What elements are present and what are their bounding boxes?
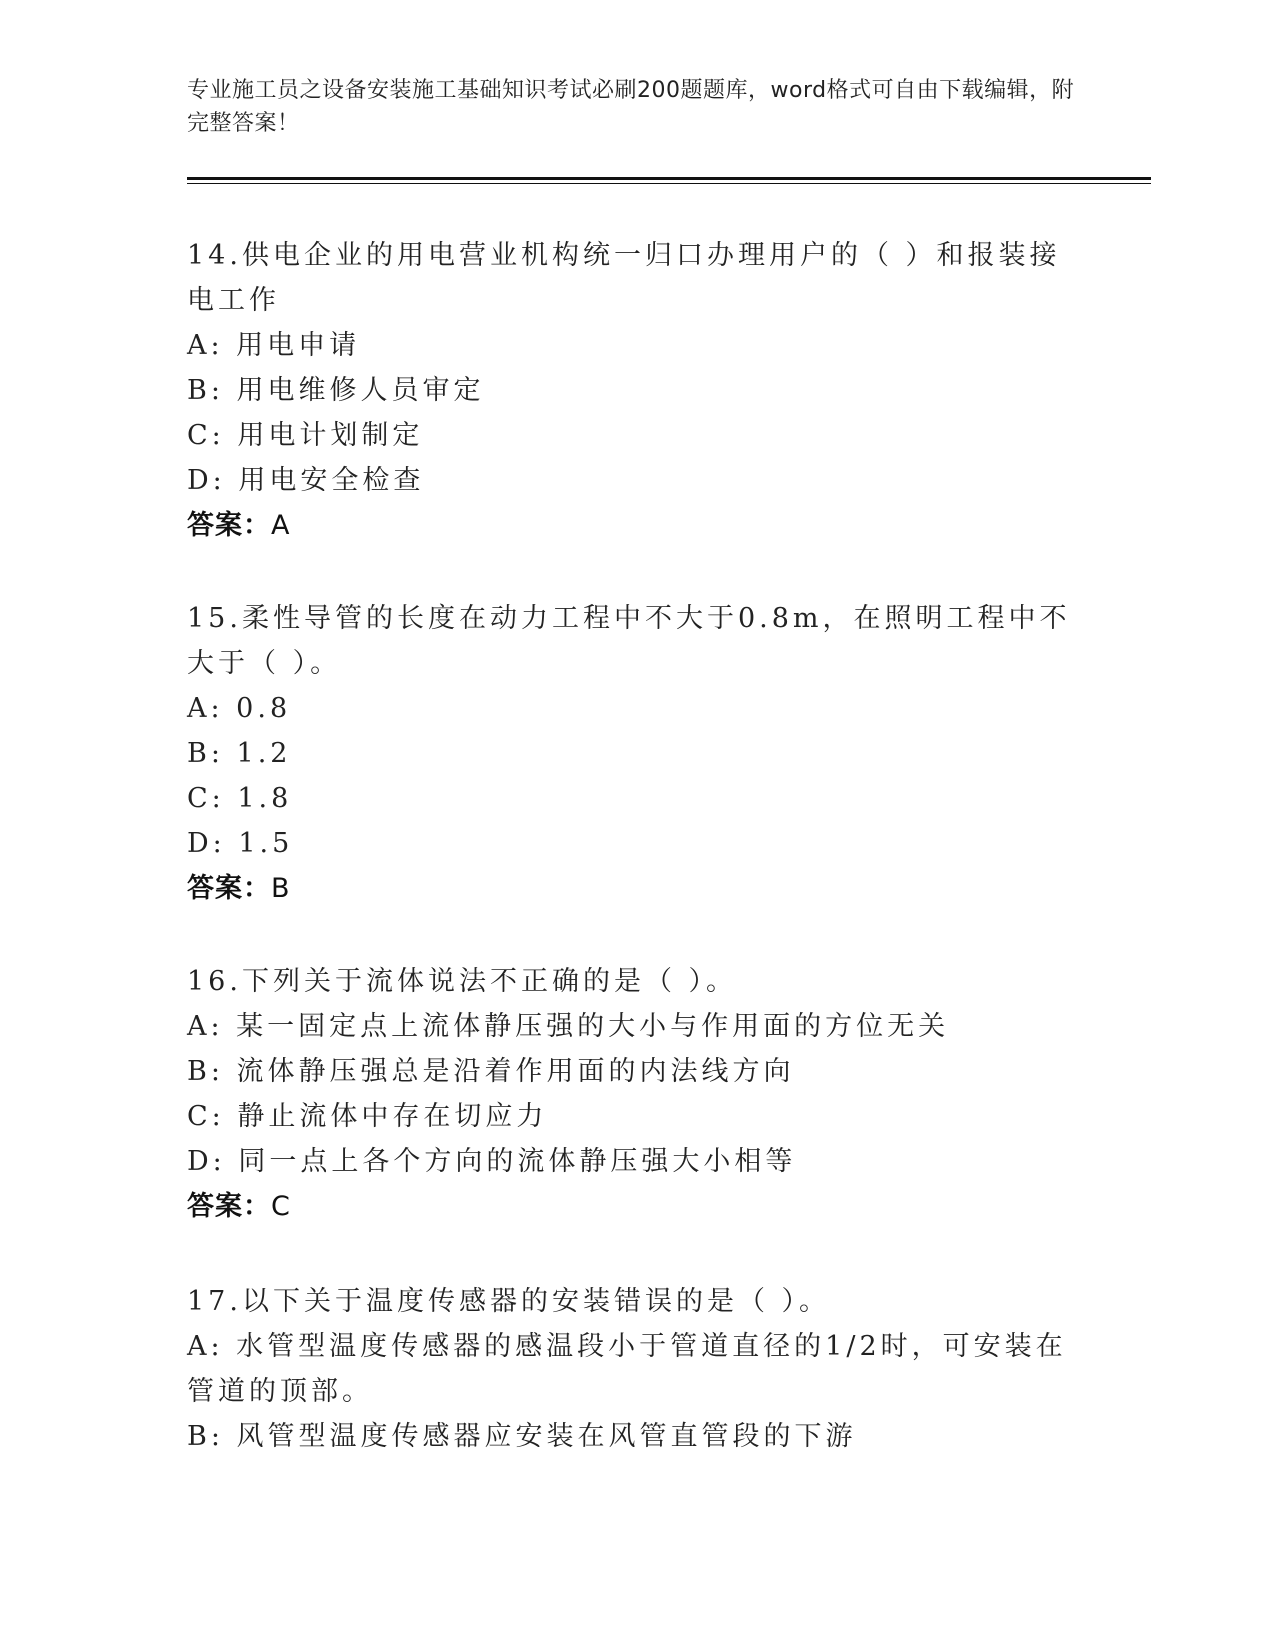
question-14 bbox=[187, 233, 1087, 548]
answer-value: C bbox=[271, 1191, 291, 1222]
option-d: D: 同一点上各个方向的流体静压强大小相等 bbox=[187, 1146, 797, 1177]
answer-line bbox=[187, 503, 1087, 548]
question-16 bbox=[187, 959, 1087, 1229]
answer-value: B bbox=[271, 873, 291, 904]
option-a: A: 水管型温度传感器的感温段小于管道直径的1/2时，可安装在管道的顶部。 bbox=[187, 1331, 1067, 1407]
question-15 bbox=[187, 596, 1087, 911]
header-divider-thin bbox=[187, 183, 1151, 184]
question-stem: 15.柔性导管的长度在动力工程中不大于0.8m，在照明工程中不大于（ ）。 bbox=[187, 603, 1071, 679]
answer-label: 答案： bbox=[187, 1191, 271, 1222]
option-a: A: 某一固定点上流体静压强的大小与作用面的方位无关 bbox=[187, 1011, 950, 1042]
option-b: B: 1.2 bbox=[187, 738, 292, 769]
option-b: B: 风管型温度传感器应安装在风管直管段的下游 bbox=[187, 1421, 857, 1452]
question-stem: 14.供电企业的用电营业机构统一归口办理用户的（ ）和报装接电工作 bbox=[187, 240, 1061, 316]
option-d: D: 1.5 bbox=[187, 828, 294, 859]
option-c: C: 用电计划制定 bbox=[187, 420, 424, 451]
option-c: C: 1.8 bbox=[187, 783, 293, 814]
option-a: A: 0.8 bbox=[187, 693, 292, 724]
option-d: D: 用电安全检查 bbox=[187, 465, 425, 496]
answer-line bbox=[187, 1184, 1087, 1229]
question-stem: 16.下列关于流体说法不正确的是（ ）。 bbox=[187, 966, 738, 997]
document-header: 专业施工员之设备安装施工基础知识考试必刷200题题库，word格式可自由下载编辑，附完整答案！ bbox=[187, 78, 1075, 136]
option-b: B: 流体静压强总是沿着作用面的内法线方向 bbox=[187, 1056, 795, 1087]
option-a: A: 用电申请 bbox=[187, 330, 361, 361]
answer-line bbox=[187, 866, 1087, 911]
option-b: B: 用电维修人员审定 bbox=[187, 375, 485, 406]
question-stem: 17.以下关于温度传感器的安装错误的是（ ）。 bbox=[187, 1286, 831, 1317]
answer-label: 答案： bbox=[187, 873, 271, 904]
header-divider-thick bbox=[187, 177, 1151, 180]
answer-value: A bbox=[271, 510, 291, 541]
option-c: C: 静止流体中存在切应力 bbox=[187, 1101, 548, 1132]
answer-label: 答案： bbox=[187, 510, 271, 541]
question-17 bbox=[187, 1279, 1087, 1459]
